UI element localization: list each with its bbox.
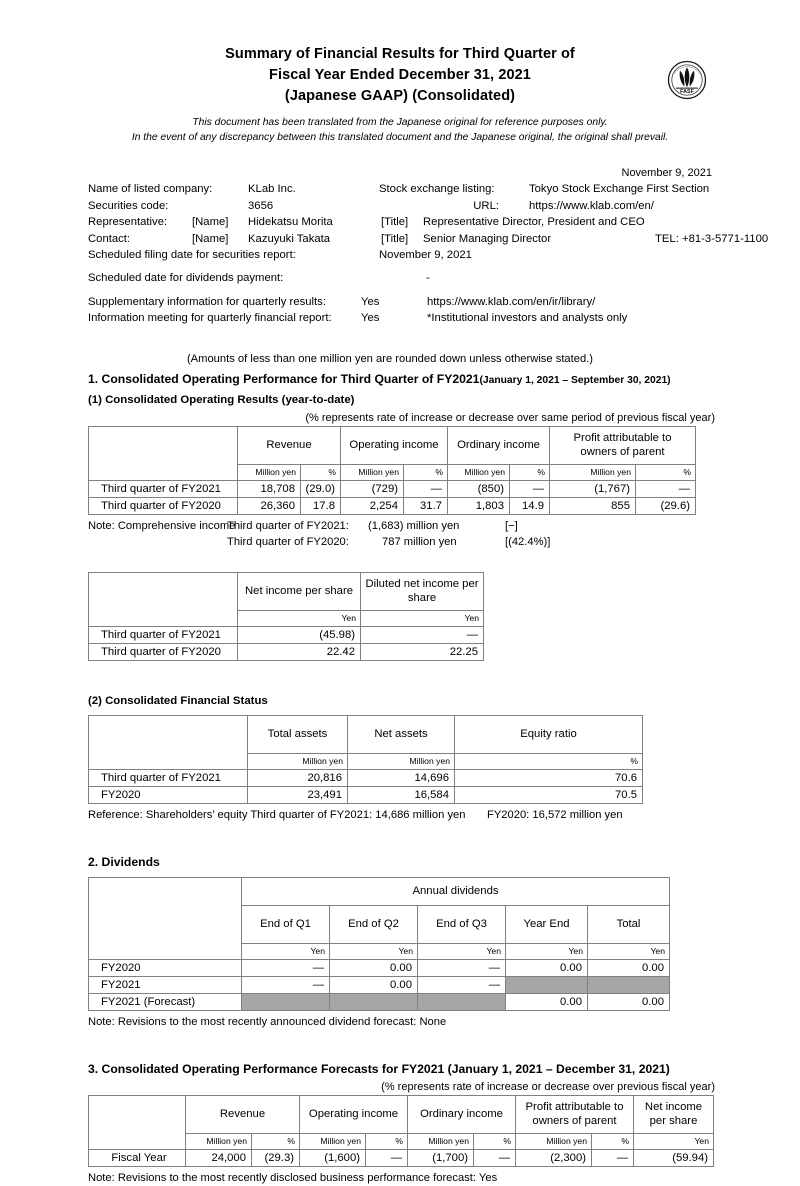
publication-date: November 9, 2021 <box>621 167 712 179</box>
unit-eps-yen: Yen <box>238 610 361 626</box>
cell-q1: — <box>242 959 330 976</box>
title-line-3: (Japanese GAAP) (Consolidated) <box>284 88 516 104</box>
cell-diluted-eps: 22.25 <box>361 643 484 660</box>
cell-q2-shaded <box>330 993 418 1010</box>
representative-name-tag: [Name] <box>192 216 229 229</box>
cell-profit: (2,300) <box>516 1149 592 1166</box>
row-label: Fiscal Year <box>89 1149 186 1166</box>
cell-operating: (729) <box>341 480 404 497</box>
dividend-date-value: - <box>426 271 430 284</box>
comp-pct-2021: [−] <box>505 519 518 532</box>
cell-revenue: 26,360 <box>238 497 301 514</box>
comp-note-row-2 <box>88 534 800 550</box>
section-1-heading <box>88 370 800 390</box>
section-1-period: (January 1, 2021 – September 30, 2021) <box>479 374 671 386</box>
meeting-note: *Institutional investors and analysts only <box>427 312 628 325</box>
cell-ordinary-pct: — <box>474 1149 516 1166</box>
cell-q3: — <box>418 959 506 976</box>
comp-note-label: Note: Comprehensive income <box>88 519 236 532</box>
comp-note-row-1 <box>88 518 800 534</box>
table-row <box>89 643 484 660</box>
cell-q1: — <box>242 976 330 993</box>
comp-pct-2020: [(42.4%)] <box>505 535 551 548</box>
corner-cell <box>89 877 242 959</box>
comp-value-2021: (1,683) million yen <box>368 519 460 532</box>
row-label: Third quarter of FY2020 <box>89 643 238 660</box>
fasf-seal-icon <box>667 60 707 100</box>
info-row-dividend-date <box>88 270 800 287</box>
title-line-2: Fiscal Year Ended December 31, 2021 <box>269 67 531 83</box>
contact-label: Contact: <box>88 232 131 245</box>
table-row <box>89 959 670 976</box>
representative-label: Representative: <box>88 216 168 229</box>
unit-eps-yen: Yen <box>634 1133 714 1149</box>
cell-profit: 855 <box>550 497 636 514</box>
table-row <box>89 786 643 803</box>
comp-period-2021: Third quarter of FY2021: <box>227 519 349 532</box>
code-value: 3656 <box>248 199 274 212</box>
unit-ordinary-million: Million yen <box>408 1133 474 1149</box>
comprehensive-income-note <box>88 518 800 550</box>
reference-text: Reference: Shareholders’ equity Third quarter of FY2021: 14,686 million yen <box>88 808 466 821</box>
operating-results-table <box>88 426 696 515</box>
meeting-label: Information meeting for quarterly financial report: <box>88 312 332 325</box>
unit-diluted-eps-yen: Yen <box>361 610 484 626</box>
filing-date-label: Scheduled filing date for securities report: <box>88 249 296 262</box>
column-header-profit-owners: Profit attributable to owners of parent <box>550 426 696 464</box>
contact-name: Kazuyuki Takata <box>248 232 331 245</box>
unit-ordinary-pct: % <box>474 1133 516 1149</box>
cell-revenue: 18,708 <box>238 480 301 497</box>
comp-period-2020: Third quarter of FY2020: <box>227 535 349 548</box>
cell-revenue: 24,000 <box>186 1149 252 1166</box>
cell-q3: — <box>418 976 506 993</box>
table-header-row <box>89 1095 714 1133</box>
company-label: Name of listed company: <box>88 183 213 195</box>
column-header-net-assets: Net assets <box>348 715 455 753</box>
dividends-table <box>88 877 670 1011</box>
table-group-header-row <box>89 877 670 905</box>
unit-revenue-pct: % <box>301 464 341 480</box>
column-header-total: Total <box>588 905 670 943</box>
cell-year-end-shaded <box>506 976 588 993</box>
contact-tel: TEL: +81-3-5771-1100 <box>655 232 769 245</box>
column-header-diluted-net-income-per-share: Diluted net income per share <box>361 572 484 610</box>
comp-value-2020: 787 million yen <box>382 535 457 548</box>
column-header-operating-income: Operating income <box>300 1095 408 1133</box>
info-row-contact <box>88 231 800 248</box>
cell-equity-ratio: 70.6 <box>455 769 643 786</box>
table-row <box>89 993 670 1010</box>
cell-ordinary: 1,803 <box>448 497 510 514</box>
cell-revenue-pct: (29.0) <box>301 480 341 497</box>
unit-operating-million: Million yen <box>341 464 404 480</box>
cell-total-assets: 20,816 <box>248 769 348 786</box>
unit-profit-pct: % <box>592 1133 634 1149</box>
cell-ordinary: (850) <box>448 480 510 497</box>
section-1-title: 1. Consolidated Operating Performance for Third Quarter of FY2021 <box>88 371 480 386</box>
unit-revenue-million: Million yen <box>186 1133 252 1149</box>
fasf-seal-label: FASF <box>680 89 694 96</box>
unit-operating-pct: % <box>404 464 448 480</box>
column-header-end-of-q3: End of Q3 <box>418 905 506 943</box>
cell-ordinary: (1,700) <box>408 1149 474 1166</box>
exchange-label: Stock exchange listing: <box>379 183 495 195</box>
column-header-total-assets: Total assets <box>248 715 348 753</box>
cell-profit-pct: (29.6) <box>636 497 696 514</box>
unit-revenue-pct: % <box>252 1133 300 1149</box>
info-row-meeting <box>88 310 800 327</box>
column-header-revenue: Revenue <box>186 1095 300 1133</box>
row-label: Third quarter of FY2020 <box>89 497 238 514</box>
info-row-supplementary <box>88 294 800 311</box>
cell-year-end: 0.00 <box>506 959 588 976</box>
column-header-end-of-q2: End of Q2 <box>330 905 418 943</box>
cell-q2: 0.00 <box>330 959 418 976</box>
table-row <box>89 497 696 514</box>
section-2-heading: 2. Dividends <box>88 854 160 869</box>
cell-ordinary-pct: — <box>510 480 550 497</box>
meeting-value: Yes <box>361 312 380 325</box>
company-value: KLab Inc. <box>248 183 296 195</box>
cell-net-assets: 16,584 <box>348 786 455 803</box>
unit-net-assets: Million yen <box>348 753 455 769</box>
dividend-date-label: Scheduled date for dividends payment: <box>88 271 284 284</box>
section-3-heading: 3. Consolidated Operating Performance Forecasts for FY2021 (January 1, 2021 – December 31, 2021) <box>88 1061 670 1076</box>
group-header-annual-dividends: Annual dividends <box>242 877 670 905</box>
exchange-value: Tokyo Stock Exchange First Section <box>529 183 710 195</box>
unit-ordinary-million: Million yen <box>448 464 510 480</box>
supplementary-value: Yes <box>361 295 380 308</box>
representative-name: Hidekatsu Morita <box>248 216 333 229</box>
cell-net-assets: 14,696 <box>348 769 455 786</box>
column-header-net-income-per-share: Net income per share <box>634 1095 714 1133</box>
info-row-representative <box>88 214 800 231</box>
cell-year-end: 0.00 <box>506 993 588 1010</box>
cell-q3-shaded <box>418 993 506 1010</box>
corner-cell <box>89 572 238 626</box>
table-row <box>89 1149 714 1166</box>
column-header-operating-income: Operating income <box>341 426 448 464</box>
forecasts-note: Note: Revisions to the most recently disclosed business performance forecast: Yes <box>88 1171 498 1184</box>
cell-total: 0.00 <box>588 993 670 1010</box>
url-label: URL: <box>473 199 499 212</box>
row-label: FY2021 <box>89 976 242 993</box>
column-header-end-of-q1: End of Q1 <box>242 905 330 943</box>
financial-status-table <box>88 715 643 804</box>
info-row-company <box>88 181 800 198</box>
supplementary-label: Supplementary information for quarterly results: <box>88 295 326 308</box>
per-share-table <box>88 572 484 661</box>
shareholders-equity-reference <box>88 807 800 823</box>
unit-q1-yen: Yen <box>242 943 330 959</box>
corner-cell <box>89 715 248 769</box>
cell-profit-pct: — <box>592 1149 634 1166</box>
section-1-2-heading: (2) Consolidated Financial Status <box>88 694 268 707</box>
url-value[interactable]: https://www.klab.com/en/ <box>529 199 654 212</box>
cell-revenue-pct: 17.8 <box>301 497 341 514</box>
row-label: Third quarter of FY2021 <box>89 626 238 643</box>
corner-cell <box>89 426 238 480</box>
contact-title: Senior Managing Director <box>423 232 552 245</box>
row-label: Third quarter of FY2021 <box>89 769 248 786</box>
cell-basic-eps: (45.98) <box>238 626 361 643</box>
section-1-1-heading: (1) Consolidated Operating Results (year-to-date) <box>88 393 355 406</box>
section-1-pct-note: (% represents rate of increase or decrease over same period of previous fiscal year) <box>305 411 715 424</box>
column-header-year-end: Year End <box>506 905 588 943</box>
supplementary-url[interactable]: https://www.klab.com/en/ir/library/ <box>427 295 596 308</box>
row-label: Third quarter of FY2021 <box>89 480 238 497</box>
disclaimer-line-1: This document has been translated from the Japanese original for reference purposes only. <box>192 117 608 128</box>
cell-revenue-pct: (29.3) <box>252 1149 300 1166</box>
cell-total: 0.00 <box>588 959 670 976</box>
column-header-net-income-per-share: Net income per share <box>238 572 361 610</box>
cell-total-assets: 23,491 <box>248 786 348 803</box>
representative-title: Representative Director, President and CEO <box>423 216 645 229</box>
disclaimer-line-2: In the event of any discrepancy between this translated document and the Japanese original, the original shall prevail. <box>131 131 669 143</box>
cell-total-shaded <box>588 976 670 993</box>
contact-name-tag: [Name] <box>192 232 229 245</box>
column-header-revenue: Revenue <box>238 426 341 464</box>
row-label: FY2021 (Forecast) <box>89 993 242 1010</box>
unit-total-yen: Yen <box>588 943 670 959</box>
cell-basic-eps: 22.42 <box>238 643 361 660</box>
unit-total-assets: Million yen <box>248 753 348 769</box>
table-row <box>89 769 643 786</box>
cell-operating-pct: — <box>404 480 448 497</box>
company-info-block <box>88 181 800 327</box>
cell-eps: (59.94) <box>634 1149 714 1166</box>
unit-ordinary-pct: % <box>510 464 550 480</box>
unit-profit-pct: % <box>636 464 696 480</box>
table-header-row <box>89 715 643 753</box>
dividends-note: Note: Revisions to the most recently announced dividend forecast: None <box>88 1015 447 1028</box>
title-line-1: Summary of Financial Results for Third Quarter of <box>225 46 575 62</box>
cell-ordinary-pct: 14.9 <box>510 497 550 514</box>
row-label: FY2020 <box>89 786 248 803</box>
table-row <box>89 626 484 643</box>
unit-operating-pct: % <box>366 1133 408 1149</box>
representative-title-tag: [Title] <box>381 216 409 229</box>
reference-text-2: FY2020: 16,572 million yen <box>487 808 623 821</box>
section-3-pct-note: (% represents rate of increase or decrease over previous fiscal year) <box>381 1080 715 1093</box>
cell-operating: 2,254 <box>341 497 404 514</box>
cell-operating: (1,600) <box>300 1149 366 1166</box>
cell-profit-pct: — <box>636 480 696 497</box>
rounding-note: (Amounts of less than one million yen are rounded down unless otherwise stated.) <box>186 352 594 365</box>
row-label: FY2020 <box>89 959 242 976</box>
table-row <box>89 976 670 993</box>
info-row-code <box>88 198 800 215</box>
column-header-ordinary-income: Ordinary income <box>448 426 550 464</box>
cell-q2: 0.00 <box>330 976 418 993</box>
corner-cell <box>89 1095 186 1149</box>
info-row-filing-date <box>88 247 800 264</box>
contact-title-tag: [Title] <box>381 232 409 245</box>
cell-operating-pct: — <box>366 1149 408 1166</box>
unit-operating-million: Million yen <box>300 1133 366 1149</box>
cell-q1-shaded <box>242 993 330 1010</box>
unit-equity-ratio: % <box>455 753 643 769</box>
unit-q2-yen: Yen <box>330 943 418 959</box>
unit-profit-million: Million yen <box>550 464 636 480</box>
cell-equity-ratio: 70.5 <box>455 786 643 803</box>
unit-profit-million: Million yen <box>516 1133 592 1149</box>
unit-year-end-yen: Yen <box>506 943 588 959</box>
unit-revenue-million: Million yen <box>238 464 301 480</box>
translation-disclaimer <box>0 116 800 145</box>
filing-date-value: November 9, 2021 <box>379 249 472 262</box>
code-label: Securities code: <box>88 199 169 212</box>
cell-operating-pct: 31.7 <box>404 497 448 514</box>
table-row <box>89 480 696 497</box>
table-header-row <box>89 572 484 610</box>
cell-diluted-eps: — <box>361 626 484 643</box>
unit-q3-yen: Yen <box>418 943 506 959</box>
column-header-equity-ratio: Equity ratio <box>455 715 643 753</box>
column-header-profit-owners: Profit attributable to owners of parent <box>516 1095 634 1133</box>
column-header-ordinary-income: Ordinary income <box>408 1095 516 1133</box>
table-header-row <box>89 426 696 464</box>
cell-profit: (1,767) <box>550 480 636 497</box>
